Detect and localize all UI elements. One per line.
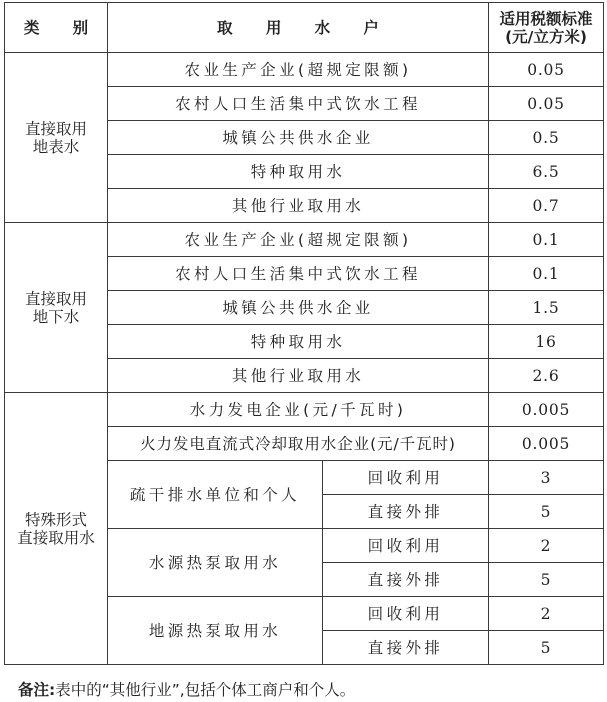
rate-cell: 2 — [489, 529, 604, 563]
rate-cell: 2 — [489, 597, 604, 631]
header-rate-line2: (元/立方米) — [505, 27, 587, 46]
table-row — [5, 53, 604, 87]
rate-cell: 1.5 — [489, 291, 604, 325]
discharge-method-cell: 直接外排 — [323, 631, 489, 665]
water-user-cell: 农业生产企业(超规定限额) — [108, 223, 489, 257]
category-line1: 直接取用 — [24, 289, 87, 308]
discharge-method-cell: 直接外排 — [323, 563, 489, 597]
water-user-cell: 特种取用水 — [108, 325, 489, 359]
header-rate — [489, 3, 604, 53]
rate-cell: 0.1 — [489, 257, 604, 291]
table-header-row — [5, 3, 604, 53]
water-user-cell: 疏干排水单位和个人 — [108, 461, 323, 529]
water-user-cell: 农村人口生活集中式饮水工程 — [108, 257, 489, 291]
rate-cell: 5 — [489, 563, 604, 597]
water-user-cell: 其他行业取用水 — [108, 359, 489, 393]
rate-cell: 5 — [489, 495, 604, 529]
category-line1: 直接取用 — [24, 119, 87, 138]
footnote-label: 备注: — [18, 681, 56, 699]
rate-cell: 16 — [489, 325, 604, 359]
discharge-method-cell: 回收利用 — [323, 529, 489, 563]
footnote-text: 表中的“其他行业”,包括个体工商户和个人。 — [55, 681, 356, 699]
rate-cell: 0.5 — [489, 121, 604, 155]
category-line2: 地表水 — [32, 137, 80, 156]
rate-cell: 0.1 — [489, 223, 604, 257]
water-user-cell: 城镇公共供水企业 — [108, 291, 489, 325]
rate-cell: 0.05 — [489, 53, 604, 87]
footnote — [18, 678, 355, 700]
rate-cell: 0.005 — [489, 427, 604, 461]
water-user-cell: 其他行业取用水 — [108, 189, 489, 223]
rate-cell: 2.6 — [489, 359, 604, 393]
water-user-cell: 火力发电直流式冷却取用水企业(元/千瓦时) — [108, 427, 489, 461]
rate-cell: 0.005 — [489, 393, 604, 427]
rate-cell: 0.05 — [489, 87, 604, 121]
water-user-cell: 地源热泵取用水 — [108, 597, 323, 665]
water-user-cell: 农村人口生活集中式饮水工程 — [108, 87, 489, 121]
table-row — [5, 223, 604, 257]
category-surface-water — [5, 53, 108, 223]
water-user-cell: 水源热泵取用水 — [108, 529, 323, 597]
water-user-cell: 农业生产企业(超规定限额) — [108, 53, 489, 87]
category-special-forms — [5, 393, 108, 665]
rate-cell: 0.7 — [489, 189, 604, 223]
category-groundwater — [5, 223, 108, 393]
category-line2: 直接取用水 — [17, 528, 95, 547]
discharge-method-cell: 直接外排 — [323, 495, 489, 529]
rate-cell: 5 — [489, 631, 604, 665]
header-category: 类 别 — [5, 3, 108, 53]
category-line1: 特殊形式 — [24, 510, 87, 529]
rate-cell: 3 — [489, 461, 604, 495]
table-row — [5, 393, 604, 427]
category-line2: 地下水 — [32, 307, 80, 326]
water-user-cell: 水力发电企业(元/千瓦时) — [108, 393, 489, 427]
water-tax-rate-table — [4, 2, 604, 665]
water-user-cell: 城镇公共供水企业 — [108, 121, 489, 155]
discharge-method-cell: 回收利用 — [323, 461, 489, 495]
header-rate-line1: 适用税额标准 — [499, 9, 593, 28]
header-water-user: 取 用 水 户 — [108, 3, 489, 53]
water-user-cell: 特种取用水 — [108, 155, 489, 189]
discharge-method-cell: 回收利用 — [323, 597, 489, 631]
rate-cell: 6.5 — [489, 155, 604, 189]
